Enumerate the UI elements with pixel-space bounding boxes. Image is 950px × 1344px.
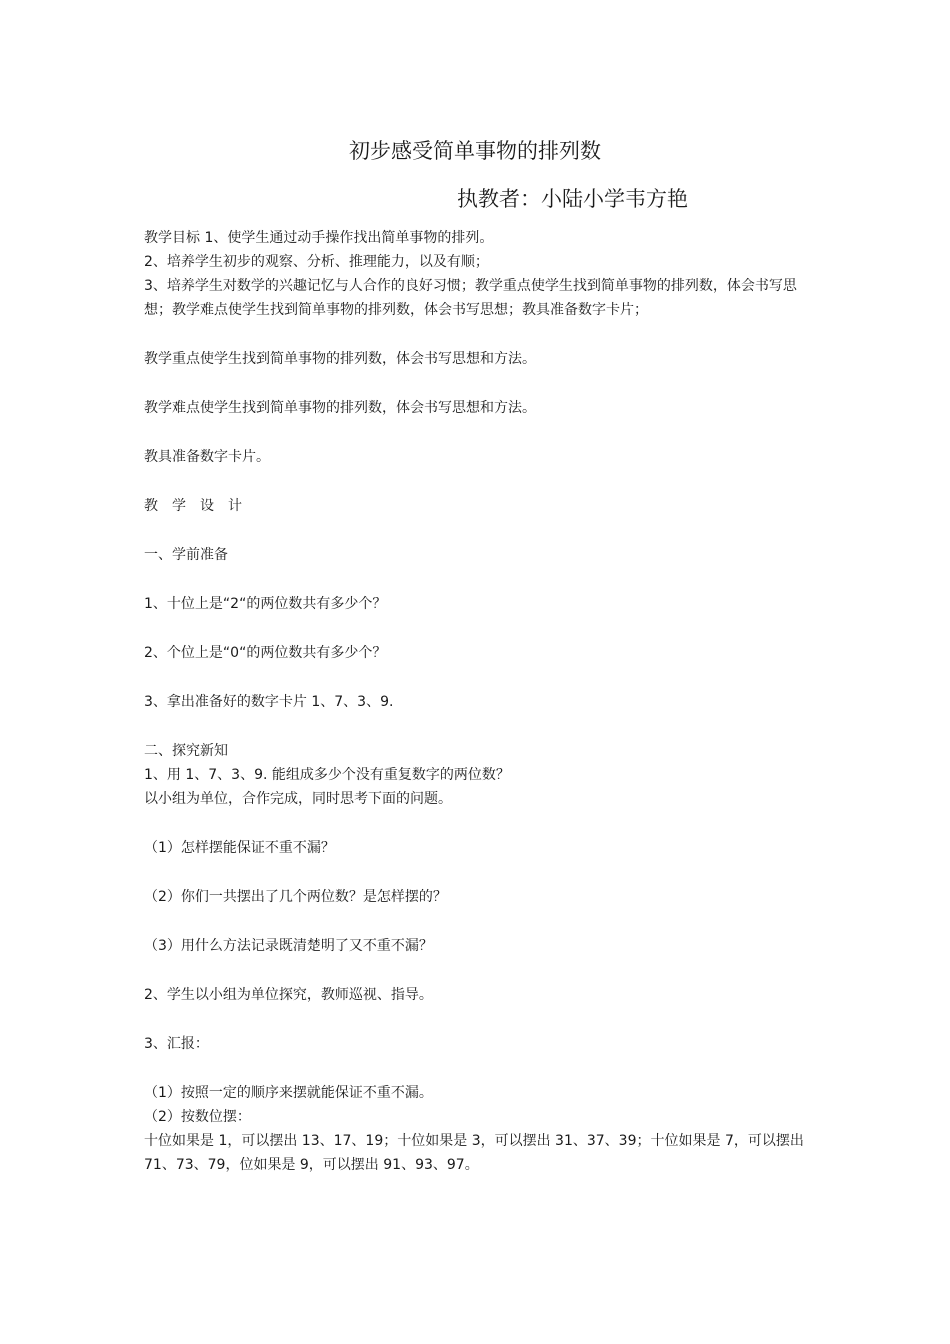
objectives-line-1: 教学目标 1、使学生通过动手操作找出简单事物的排列。 (144, 230, 494, 246)
section2-sub-question-1: （1）怎样摆能保证不重不漏？ (144, 840, 335, 856)
section2-report-1: （1）按照一定的顺序来摆就能保证不重不漏。 (144, 1085, 433, 1101)
section2-step-3: 3、汇报： (144, 1036, 209, 1052)
materials-paragraph: 教具准备数字卡片。 (144, 449, 270, 465)
section1-heading: 一、学前准备 (144, 547, 228, 563)
document-body (144, 226, 808, 1177)
document-title: 初步感受简单事物的排列数 (349, 139, 601, 163)
document-author: 执教者：小陆小学韦方艳 (457, 187, 688, 211)
section2-instruction: 以小组为单位，合作完成，同时思考下面的问题。 (144, 791, 452, 807)
design-heading: 教学设计 (144, 498, 256, 514)
section1-question-2: 2、个位上是“0“的两位数共有多少个？ (144, 645, 387, 661)
objectives-line-3: 3、培养学生对数学的兴趣记忆与人合作的良好习惯；教学重点使学生找到简单事物的排列数，体会书写思想；教学难点使学生找到简单事物的排列数，体会书写思想；教具准备数字卡片； (144, 278, 797, 318)
section2-task: 1、用 1、7、3、9. 能组成多少个没有重复数字的两位数？ (144, 767, 510, 783)
difficulty-paragraph: 教学难点使学生找到简单事物的排列数，体会书写思想和方法。 (144, 400, 536, 416)
section2-sub-question-3: （3）用什么方法记录既清楚明了又不重不漏？ (144, 938, 433, 954)
key-point-paragraph: 教学重点使学生找到简单事物的排列数，体会书写思想和方法。 (144, 351, 536, 367)
section2-step-2: 2、学生以小组为单位探究，教师巡视、指导。 (144, 987, 433, 1003)
section2-report-detail: 十位如果是 1，可以摆出 13、17、19；十位如果是 3，可以摆出 31、37、39；十位如果是 7，可以摆出 71、73、79，位如果是 9，可以摆出 91、93、97。 (144, 1133, 804, 1173)
section2-sub-question-2: （2）你们一共摆出了几个两位数？是怎样摆的？ (144, 889, 447, 905)
section1-question-1: 1、十位上是“2“的两位数共有多少个？ (144, 596, 387, 612)
objectives-line-2: 2、培养学生初步的观察、分析、推理能力，以及有顺； (144, 254, 489, 270)
section2-heading: 二、探究新知 (144, 743, 228, 759)
section1-question-3: 3、拿出准备好的数字卡片 1、7、3、9. (144, 694, 394, 710)
section2-report-2: （2）按数位摆： (144, 1109, 251, 1125)
